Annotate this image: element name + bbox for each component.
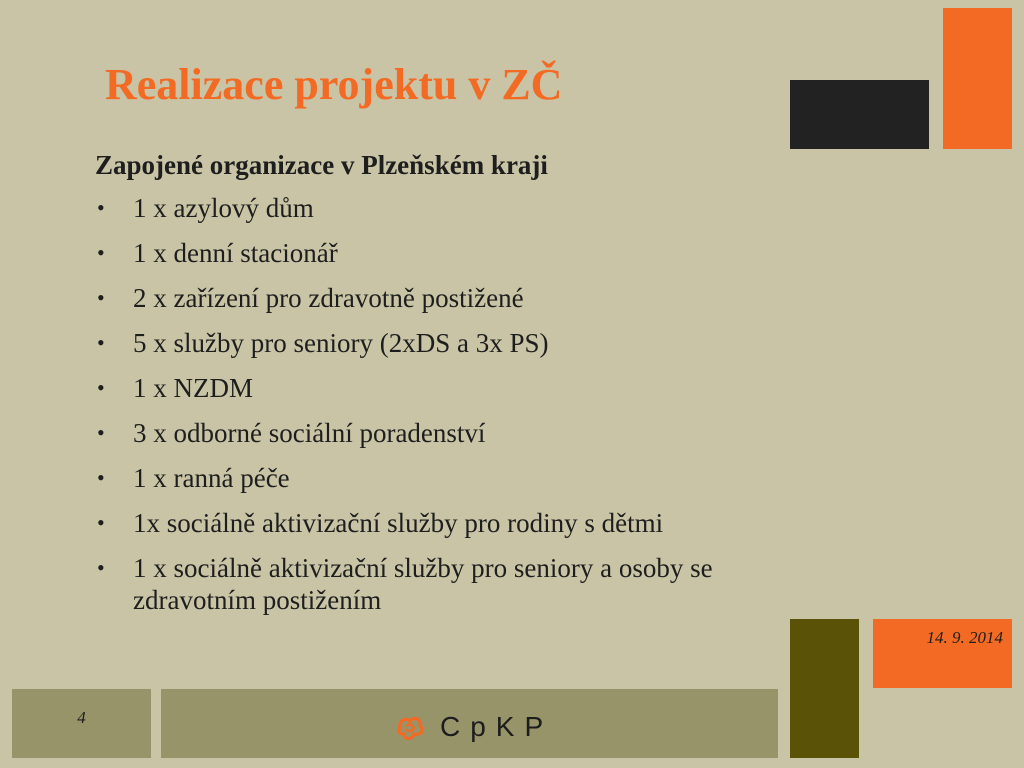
bullet-icon: •: [97, 195, 105, 220]
list-item: • 1 x azylový dům: [97, 193, 314, 223]
bullet-icon: •: [97, 285, 105, 310]
slide-title: Realizace projektu v ZČ: [105, 60, 563, 109]
list-item: • 2 x zařízení pro zdravotně postižené: [97, 283, 524, 313]
bullet-icon: •: [97, 375, 105, 400]
orange-accent-block-top: [943, 8, 1012, 149]
list-item: • 1 x sociálně aktivizační služby pro seniory a osoby se zdravotním postižením: [97, 553, 713, 615]
bullet-icon: •: [97, 465, 105, 490]
bullet-icon: •: [97, 510, 105, 535]
list-item: • 1 x NZDM: [97, 373, 253, 403]
black-accent-block-top: [790, 80, 929, 149]
bullet-list: [95, 192, 755, 629]
logo-text: CpKP: [440, 711, 554, 742]
page-number: 4: [77, 708, 86, 727]
list-item: • 5 x služby pro seniory (2xDS a 3x PS): [97, 328, 549, 358]
list-item: • 3 x odborné sociální poradenství: [97, 418, 486, 448]
slide-subheading: Zapojené organizace v Plzeňském kraji: [95, 150, 548, 180]
bullet-icon: •: [97, 240, 105, 265]
bullet-icon: •: [97, 330, 105, 355]
slide-date: 14. 9. 2014: [926, 628, 1003, 647]
list-item: • 1 x denní stacionář: [97, 238, 338, 268]
list-item: • 1 x ranná péče: [97, 463, 290, 493]
list-item: • 1x sociálně aktivizační služby pro rodiny s dětmi: [97, 508, 664, 538]
cpkp-ribbon-icon: [396, 712, 428, 742]
bullet-icon: •: [97, 555, 105, 580]
bullet-icon: •: [97, 420, 105, 445]
cpkp-logo: [396, 710, 553, 744]
olive-accent-block-bottom: [790, 619, 859, 758]
